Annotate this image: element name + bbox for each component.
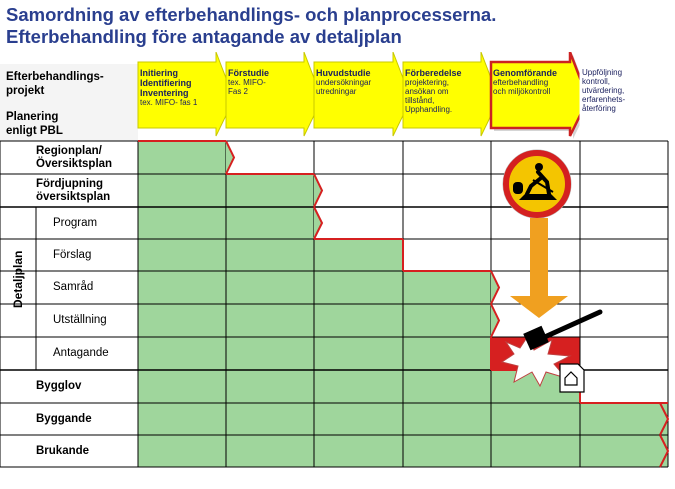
progress-fill-row-0 [138, 141, 226, 174]
progress-fill-row-7 [138, 370, 580, 403]
row-label-7: Bygglov [36, 380, 82, 392]
page-title-line2: Efterbehandling före antagande av detaljplan [6, 26, 402, 47]
phase-title-4: Genomförande [493, 68, 558, 78]
row-label-3: Förslag [53, 248, 92, 261]
phase-subtitle-4: efterbehandling och miljökontroll [493, 78, 551, 96]
header-efterbehandlingsprojekt-text: Efterbehandlings- projekt [6, 71, 104, 97]
row-label-9: Brukande [36, 444, 90, 457]
phase-title-2: Huvudstudie [316, 68, 371, 78]
phase-title-1: Förstudie [228, 68, 270, 78]
down-arrow-shaft [530, 218, 548, 298]
down-arrow-icon [510, 296, 568, 318]
progress-arrow-4 [491, 271, 499, 304]
hammer-handle [538, 312, 600, 340]
row-label-1: Fördjupning översiktsplan [36, 177, 111, 203]
phase-subtitle-0: tex. MIFO- fas 1 [140, 98, 198, 107]
phase-subtitle-3: projektering, ansökan om tillstånd, Upphandling. [405, 78, 453, 114]
row-label-2: Program [53, 216, 98, 229]
row-label-5: Utställning [53, 314, 107, 326]
row-label-8: Byggande [36, 412, 92, 425]
detaljplan-label: Detaljplan [11, 250, 25, 308]
row-label-4: Samråd [53, 281, 94, 293]
phase-title-3: Förberedelse [405, 68, 462, 78]
progress-arrow-5 [491, 304, 499, 337]
house-document-icon [560, 364, 584, 392]
page-title-line1: Samordning av efterbehandlings- och planprocesserna. [6, 4, 497, 25]
progress-fill-row-3 [138, 239, 403, 271]
road-work-sign-head [535, 163, 543, 171]
row-label-6: Antagande [53, 347, 109, 359]
progress-arrow-2 [314, 207, 322, 239]
row-label-0: Regionplan/ Översiktsplan [36, 144, 113, 170]
road-work-sign-pile [513, 182, 523, 194]
progress-arrow-1 [314, 174, 322, 207]
phase-title-0: Initiering Identifiering Inventering [140, 68, 192, 98]
phase-subtitle-2: undersökningar utredningar [316, 78, 372, 96]
progress-arrow-0 [226, 141, 234, 174]
phase-subtitle-5: Uppföljning kontroll, utvärdering, erfarenhets- återföring [582, 68, 626, 113]
phase-subtitle-1: tex. MIFO- Fas 2 [228, 78, 266, 96]
header-planering-pbl-text: Planering enligt PBL [6, 111, 63, 137]
road-work-sign-ground [519, 194, 557, 200]
